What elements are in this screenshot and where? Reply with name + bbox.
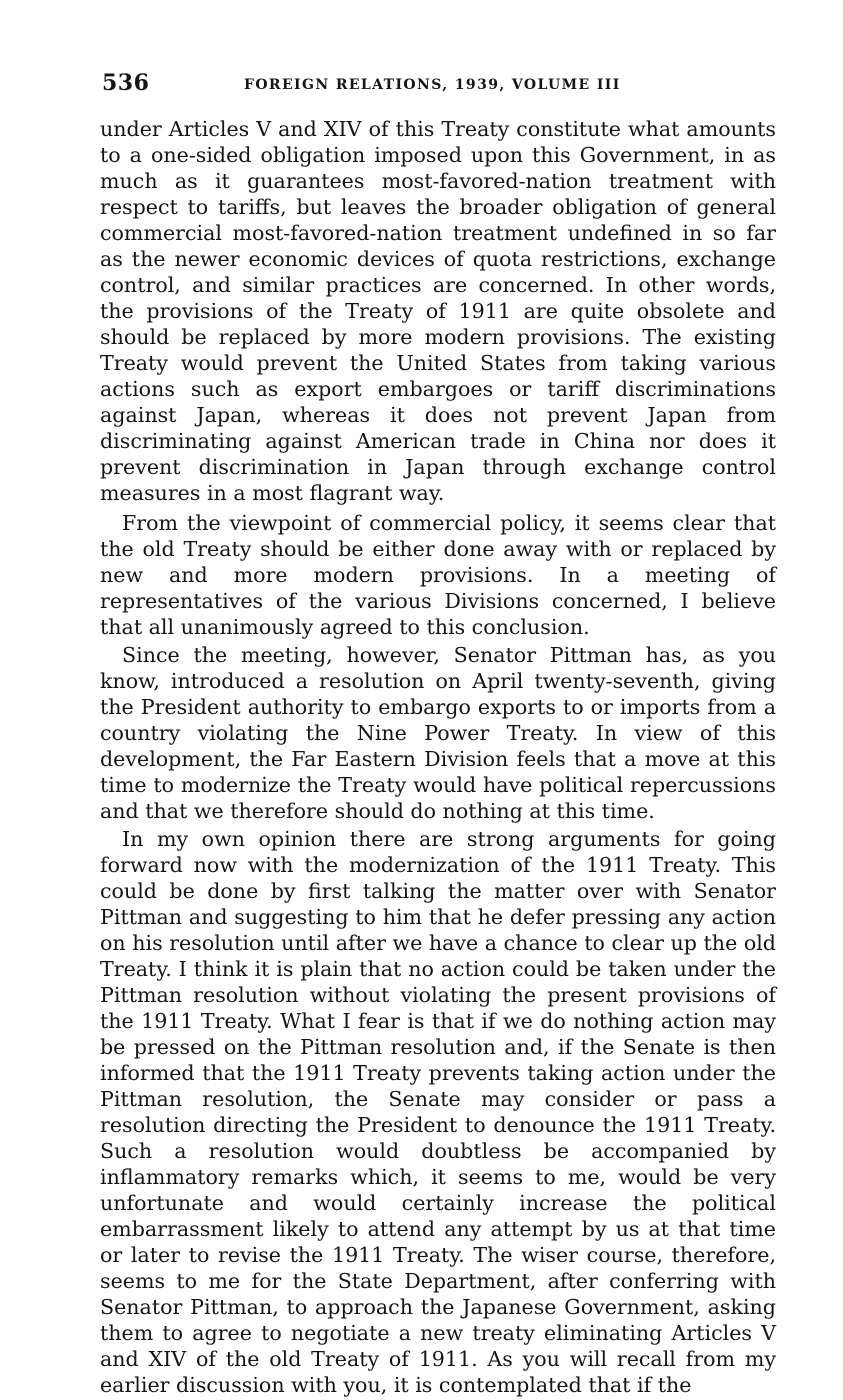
paragraph-commercial-policy: From the viewpoint of commercial policy, it seems clear that the old Treaty should be either done away with or replaced by new and more modern provisions. In a meeting of representatives of the various Divisions concerned, I believe that all unanimously agreed to this conclusion. (100, 511, 776, 639)
paragraph-continued: under Articles V and XIV of this Treaty constitute what amounts to a one-sided obligation imposed upon this Government, in as much as it guarantees most-favored-nation treatment with respect to tariffs, but leaves the broader obligation of general commercial most-favored-nation treatment undefined in so far as the newer economic devices of quota restrictions, exchange control, and similar practices are concerned. In other words, the provisions of the Treaty of 1911 are quite obsolete and should be replaced by more modern provisions. The existing Treaty would prevent the United States from taking various actions such as export embargoes or tariff discriminations against Japan, whereas it does not prevent Japan from discriminating against American trade in China nor does it prevent discrimination in Japan through exchange control measures in a most flagrant way. (100, 117, 776, 505)
body-text (100, 116, 776, 1400)
running-title: FOREIGN RELATIONS, 1939, VOLUME III (244, 77, 621, 93)
paragraph-own-opinion: In my own opinion there are strong arguments for going forward now with the modernization of the 1911 Treaty. This could be done by first talking the matter over with Senator Pittman and suggesting to him that he defer pressing any action on his resolution until after we have a chance to clear up the old Treaty. I think it is plain that no action could be taken under the Pittman resolution without violating the present provisions of the 1911 Treaty. What I fear is that if we do nothing action may be pressed on the Pittman resolution and, if the Senate is then informed that the 1911 Treaty prevents taking action under the Pittman resolution, the Senate may consider or pass a resolution directing the President to denounce the 1911 Treaty. Such a resolution would doubtless be accompanied by inflammatory remarks which, it seems to me, would be very unfortunate and would certainly increase the political embarrassment likely to attend any attempt by us at that time or later to revise the 1911 Treaty. The wiser course, therefore, seems to me for the State Department, after conferring with Senator Pittman, to approach the Japanese Government, asking them to agree to negotiate a new treaty eliminating Articles V and XIV of the old Treaty of 1911. As you will recall from my earlier discussion with you, it is contemplated that if the (100, 827, 776, 1397)
page-number: 536 (102, 70, 150, 96)
page-header (102, 70, 782, 102)
paragraph-pittman-resolution: Since the meeting, however, Senator Pittman has, as you know, introduced a resolution on April twenty-seventh, giving the President authority to embargo exports to or imports from a country violating the Nine Power Treaty. In view of this development, the Far Eastern Division feels that a move at this time to modernize the Treaty would have political repercussions and that we therefore should do nothing at this time. (100, 643, 776, 823)
